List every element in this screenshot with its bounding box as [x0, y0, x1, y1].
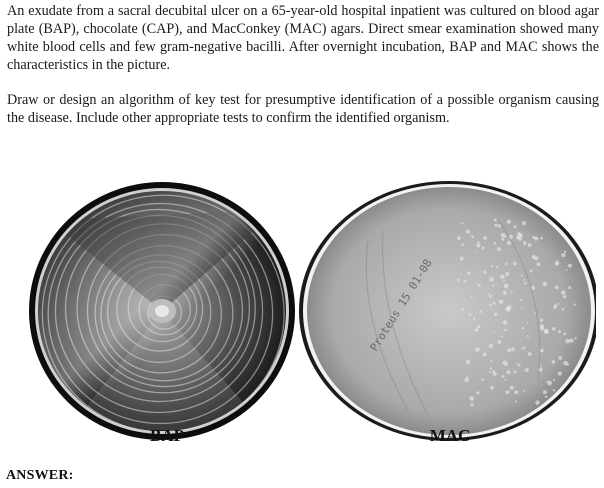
colony-dot: [476, 391, 479, 394]
colony-dot: [457, 279, 460, 282]
colony-dot: [475, 328, 479, 332]
colony-dot: [540, 324, 544, 328]
colony-dot: [502, 361, 506, 365]
colony-dot: [561, 290, 566, 295]
colony-dot: [507, 348, 511, 352]
colony-dot: [510, 386, 514, 390]
question-scenario: An exudate from a sacral decubital ulcer on a 65-year-old hospital inpatient was cultured on blood agar plate (BAP), chocolate (CAP), and MacConkey (MAC) agars. Direct smear examination showed many white blood cells and few gram-negative bacilli. After overnight incubation, BAP and MAC shows the characteristics in the picture.: [7, 3, 599, 73]
colony-dot: [522, 221, 526, 225]
colony-dot: [527, 335, 529, 337]
colony-dot: [525, 368, 529, 372]
colony-dot: [546, 381, 548, 383]
colony-dot: [470, 403, 473, 406]
question-task: Draw or design an algorithm of key test for presumptive identification of a possible organism causing the disease. Include other appropriate tests to confirm the identified organism.: [7, 92, 599, 126]
colony-dot: [534, 237, 538, 241]
colony-dot: [518, 237, 522, 241]
colony-dot: [513, 262, 517, 266]
colony-dot: [562, 308, 564, 310]
colony-dot: [488, 293, 490, 295]
colony-dot: [499, 299, 503, 303]
colony-dot: [544, 329, 548, 333]
colony-dot: [553, 389, 555, 391]
colony-dot: [514, 370, 517, 373]
colony-dot: [527, 322, 529, 324]
colony-dot: [462, 308, 465, 311]
colony-dot: [515, 400, 517, 402]
colony-dot: [479, 310, 482, 313]
colony-dot: [521, 306, 523, 308]
colony-dot: [493, 331, 495, 333]
colony-dot: [574, 304, 576, 306]
colony-dot: [489, 303, 491, 305]
colony-dot: [514, 390, 518, 394]
colony-dot: [469, 396, 474, 401]
colony-dot: [545, 396, 547, 398]
colony-dot: [521, 348, 523, 350]
colony-dot: [483, 271, 486, 274]
colony-dot: [489, 344, 494, 349]
colony-dot: [493, 372, 497, 376]
colony-dot: [518, 364, 521, 367]
colony-dot: [460, 257, 464, 261]
colony-dot: [563, 295, 566, 298]
bap-label: BAP: [150, 426, 184, 445]
colony-dot: [528, 243, 532, 247]
colony-dot: [473, 318, 475, 320]
colony-dot: [489, 371, 491, 373]
colony-dot: [535, 400, 539, 404]
colony-dot: [516, 363, 518, 365]
colony-dot: [504, 284, 509, 289]
colony-dot: [505, 272, 509, 276]
colony-dot: [490, 367, 492, 369]
colony-dot: [490, 360, 492, 362]
colony-dot: [558, 356, 562, 360]
colony-dot: [565, 339, 570, 344]
colony-dot: [514, 225, 517, 228]
colony-dot: [553, 407, 555, 409]
colony-dot: [553, 306, 556, 309]
colony-dot: [507, 220, 511, 224]
bap-plate-image: [28, 180, 300, 442]
colony-dot: [494, 242, 497, 245]
colony-dot: [552, 327, 555, 330]
colony-dot: [503, 291, 507, 295]
colony-dot: [530, 270, 533, 273]
colony-dot: [494, 224, 497, 227]
colony-dot: [494, 313, 497, 316]
mac-plate-handwriting: Proteus 15 01-08: [367, 256, 435, 354]
colony-dot: [547, 381, 552, 386]
colony-dot: [477, 325, 480, 328]
colony-dot: [528, 352, 532, 356]
colony-dot: [494, 218, 497, 221]
colony-dot: [475, 349, 477, 351]
colony-dot: [501, 336, 503, 338]
colony-dot: [543, 390, 547, 394]
colony-dot: [506, 307, 511, 312]
colony-dot: [474, 250, 476, 252]
colony-dot: [506, 370, 510, 374]
colony-dot: [511, 348, 515, 352]
colony-dot: [558, 330, 561, 333]
colony-dot: [502, 375, 505, 378]
mac-plate-image: [298, 180, 596, 442]
colony-dot: [542, 282, 547, 287]
colony-dot: [464, 378, 469, 383]
colony-dot: [540, 350, 542, 352]
colony-dot: [506, 390, 510, 394]
colony-dot: [540, 365, 542, 367]
colony-dot: [503, 236, 505, 238]
colony-dot: [523, 279, 525, 281]
colony-dot: [504, 379, 506, 381]
colony-dot: [477, 243, 479, 245]
colony-dot: [534, 312, 536, 314]
colony-dot: [537, 262, 541, 266]
colony-dot: [469, 314, 471, 316]
colony-dot: [470, 296, 472, 298]
colony-dot: [558, 303, 560, 305]
colony-dot: [557, 260, 559, 262]
colony-dot: [520, 299, 522, 301]
colony-dot: [561, 253, 565, 257]
colony-dot: [478, 284, 481, 287]
colony-dot: [558, 371, 562, 375]
colony-dot: [511, 291, 513, 293]
colony-dot: [481, 378, 484, 381]
colony-dot: [532, 255, 536, 259]
colony-dot: [503, 320, 507, 324]
colony-dot: [470, 235, 472, 237]
colony-dot: [492, 284, 494, 286]
colony-dot: [493, 302, 496, 305]
colony-dot: [574, 337, 576, 339]
colony-dot: [524, 282, 527, 285]
colony-dot: [466, 376, 468, 378]
colony-dot: [496, 266, 498, 268]
colony-dot: [466, 360, 470, 364]
colony-dot: [556, 262, 558, 264]
colony-dot: [519, 233, 523, 237]
colony-dot: [504, 329, 507, 332]
colony-dot: [522, 327, 524, 329]
colony-dot: [518, 232, 520, 234]
colony-dot: [489, 295, 492, 298]
colony-dot: [505, 262, 508, 265]
colony-dot: [553, 379, 555, 381]
colony-dot: [507, 241, 511, 245]
colony-dot: [464, 280, 467, 283]
colony-dot: [566, 269, 568, 271]
colony-dot: [521, 274, 523, 276]
colony-dot: [461, 243, 464, 246]
colony-dot: [523, 242, 526, 245]
colony-dot: [483, 352, 487, 356]
colony-dot: [568, 264, 572, 268]
colony-dot: [497, 340, 501, 344]
mac-label: MAC: [429, 426, 471, 445]
colony-dot: [564, 251, 566, 253]
colony-dot: [567, 363, 569, 365]
colony-dot: [555, 286, 559, 290]
colony-dot: [482, 247, 485, 250]
colony-dot: [569, 220, 572, 223]
colony-dot: [502, 238, 505, 241]
colony-dot: [457, 236, 461, 240]
colony-dot: [552, 360, 556, 364]
colony-dot: [490, 386, 494, 390]
colony-dot: [467, 272, 470, 275]
colony-dot: [471, 235, 474, 238]
colony-dot: [563, 332, 566, 335]
colony-dot: [523, 346, 525, 348]
colony-dot: [466, 230, 470, 234]
colony-dot: [569, 339, 573, 343]
colony-dot: [483, 236, 486, 239]
colony-dot: [461, 222, 463, 224]
colony-dot: [574, 222, 576, 224]
colony-dot: [540, 319, 543, 322]
answer-heading: ANSWER:: [6, 468, 74, 483]
colony-dot: [568, 286, 571, 289]
colony-dot: [540, 237, 543, 240]
colony-dot: [523, 390, 525, 392]
colony-dot: [497, 247, 501, 251]
colony-dot: [500, 274, 505, 279]
colony-dot: [491, 265, 493, 267]
colony-dot: [489, 277, 494, 282]
colony-dot: [503, 280, 505, 282]
